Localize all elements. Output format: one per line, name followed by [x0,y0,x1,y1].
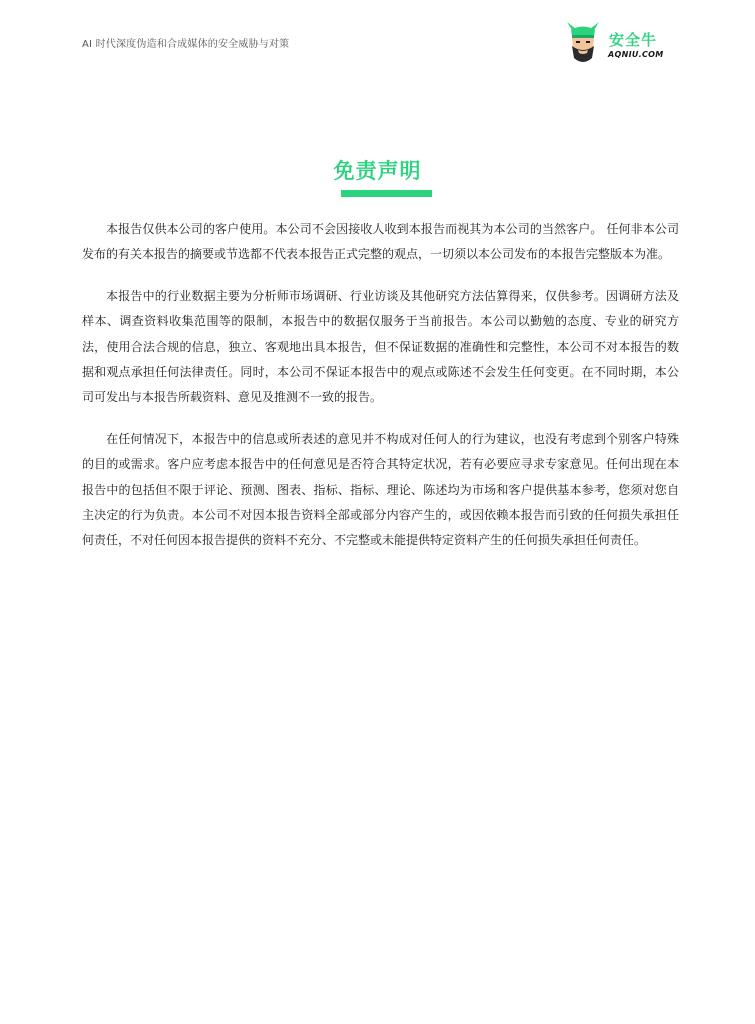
disclaimer-body [82,217,679,570]
disclaimer-paragraph-3: 在任何情况下，本报告中的信息或所表述的意见并不构成对任何人的行为建议，也没有考虑到个别客户特殊的目的或需求。客户应考虑本报告中的任何意见是否符合其特定状况，若有必要应寻求专家意见。任何出现在本报告中的包括但不限于评论、预测、图表、指标、指标、理论、陈述均为市场和客户提供基本参考，您须对您自主决定的行为负责。本公司不对因本报告资料全部或部分内容产生的，或因依赖本报告而引致的任何损失承担任何责任，不对任何因本报告提供的资料不充分、不完整或未能提供特定资料产生的任何损失承担任何责任。 [82,431,679,548]
logo-name-cn: 安全牛 [609,31,658,49]
brand-logo [563,20,673,68]
page-title: 免责声明 [333,159,422,183]
logo-name-en: AQNIU.COM [608,50,664,59]
disclaimer-paragraph-2: 本报告中的行业数据主要为分析师市场调研、行业访谈及其他研究方法估算得来，仅供参考。因调研方法及样本、调查资料收集范围等的限制，本报告中的数据仅服务于当前报告。本公司以勤勉的态度、专业的研究方法，使用合法合规的信息，独立、客观地出具本报告，但不保证数据的准确性和完整性，本公司不对本报告的数据和观点承担任何法律责任。同时，本公司不保证本报告中的观点或陈述不会发生任何变更。在不同时期，本公司可发出与本报告所载资料、意见及推测不一致的报告。 [82,288,679,405]
page-heading-wrap [0,155,755,185]
heading-underline-bar [341,190,432,197]
disclaimer-paragraph-1: 本报告仅供本公司的客户使用。本公司不会因接收人收到本报告而视其为本公司的当然客户。 任何非本公司发布的有关本报告的摘要或节选都不代表本报告正式完整的观点，一切须以本公司发布的本报告完整版本为准。 [82,222,679,262]
document-header-title: AI 时代深度伪造和合成媒体的安全威胁与对策 [82,39,290,50]
helmeted-bull-head-icon [563,20,603,66]
